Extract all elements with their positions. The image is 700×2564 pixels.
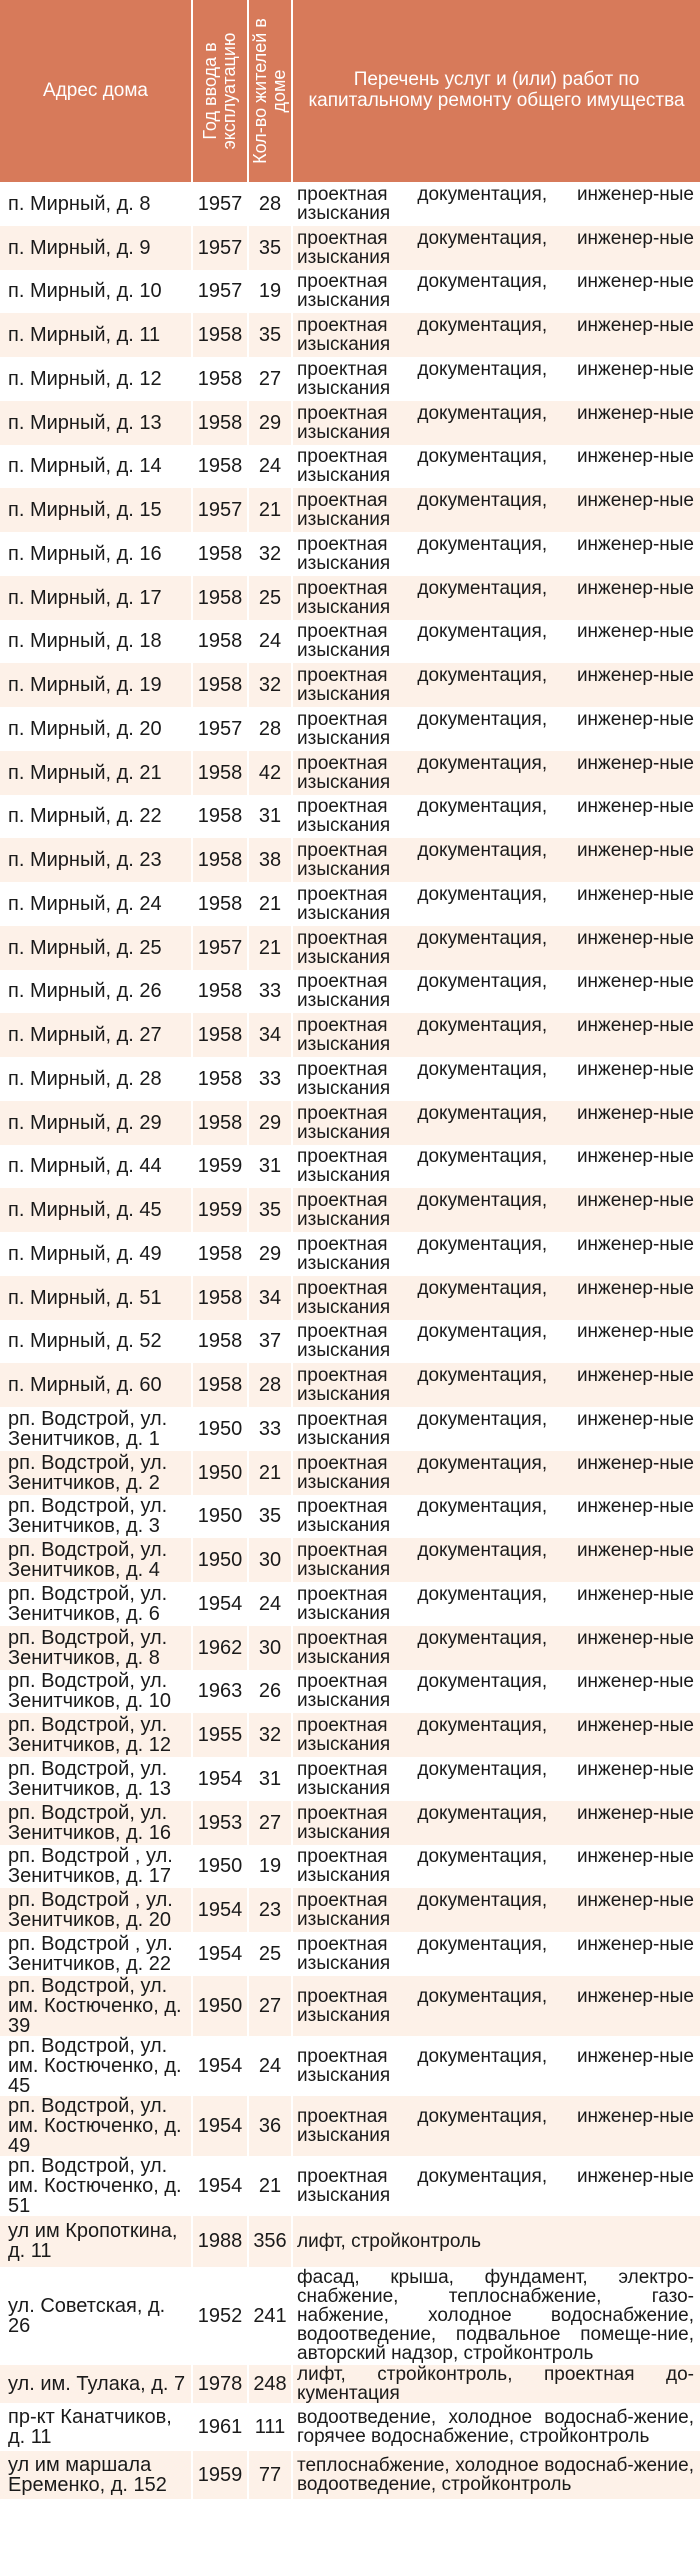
address-cell: п. Мирный, д. 9 [0, 226, 192, 270]
works-cell: проектная документация, инженер-ные изыскания [297, 1146, 694, 1187]
table-row [0, 2096, 700, 2156]
address-cell: рп. Водстрой , ул. Зенитчиков, д. 22 [0, 1932, 192, 1976]
works-cell: проектная документация, инженер-ные изыскания [292, 1188, 700, 1232]
year-cell: 1961 [192, 2403, 248, 2451]
year-cell: 1958 [192, 401, 248, 445]
residents-cell: 38 [248, 838, 292, 882]
year-cell: 1950 [192, 1495, 248, 1539]
residents-cell: 241 [248, 2267, 292, 2365]
address-cell: рп. Водстрой , ул. Зенитчиков, д. 17 [0, 1845, 192, 1889]
address-cell: рп. Водстрой , ул. Зенитчиков, д. 20 [0, 1888, 192, 1932]
address-cell: пр-кт Канатчиков, д. 11 [0, 2403, 192, 2451]
residents-cell: 35 [248, 226, 292, 270]
year-cell: 1958 [192, 1013, 248, 1057]
year-cell: 1959 [192, 1188, 248, 1232]
year-cell: 1959 [192, 2451, 248, 2499]
year-cell: 1957 [192, 488, 248, 532]
residents-cell: 21 [248, 882, 292, 926]
residents-cell: 31 [248, 1757, 292, 1801]
table-row [0, 970, 700, 1014]
works-cell: проектная документация, инженер-ные изыскания [297, 1058, 694, 1099]
address-cell: рп. Водстрой, ул. им. Костюченко, д. 45 [0, 2036, 192, 2096]
works-cell: проектная документация, инженер-ные изыскания [292, 1713, 700, 1757]
year-cell: 1958 [192, 751, 248, 795]
year-cell: 1954 [192, 2096, 248, 2156]
table-row [0, 2451, 700, 2499]
address-cell: п. Мирный, д. 28 [0, 1057, 192, 1101]
works-cell: проектная документация, инженер-ные изыскания [297, 1321, 694, 1362]
table-row [0, 2403, 700, 2451]
year-cell: 1988 [192, 2216, 248, 2267]
address-cell: п. Мирный, д. 29 [0, 1101, 192, 1145]
table-row [0, 401, 700, 445]
year-cell: 1950 [192, 1407, 248, 1451]
table-row [0, 313, 700, 357]
year-cell: 1950 [192, 1845, 248, 1889]
works-cell: проектная документация, инженер-ные изыскания [297, 1233, 694, 1274]
works-cell: проектная документация, инженер-ные изыскания [292, 1801, 700, 1845]
residents-cell: 24 [248, 620, 292, 664]
address-cell: рп. Водстрой, ул. Зенитчиков, д. 6 [0, 1582, 192, 1626]
table-row [0, 1845, 700, 1889]
works-cell: проектная документация, инженер-ные изыскания [292, 751, 700, 795]
address-cell: п. Мирный, д. 51 [0, 1276, 192, 1320]
table-row [0, 1626, 700, 1670]
table-row [0, 751, 700, 795]
works-cell: проектная документация, инженер-ные изыскания [292, 1538, 700, 1582]
address-cell: рп. Водстрой, ул. Зенитчиков, д. 8 [0, 1626, 192, 1670]
table-row [0, 1976, 700, 2036]
residents-cell: 31 [248, 795, 292, 839]
address-cell: рп. Водстрой, ул. им. Костюченко, д. 51 [0, 2156, 192, 2216]
table-row [0, 1145, 700, 1189]
residents-cell: 36 [248, 2096, 292, 2156]
address-cell: п. Мирный, д. 52 [0, 1320, 192, 1364]
year-cell: 1950 [192, 1538, 248, 1582]
table-body [0, 182, 700, 2499]
table-row [0, 532, 700, 576]
works-cell: проектная документация, инженер-ные изыскания [297, 1583, 694, 1624]
header-residents-cell [248, 0, 292, 182]
year-cell: 1963 [192, 1670, 248, 1714]
address-cell: п. Мирный, д. 18 [0, 620, 192, 664]
works-cell: проектная документация, инженер-ные изыскания [297, 796, 694, 837]
address-cell: п. Мирный, д. 11 [0, 313, 192, 357]
year-cell: 1958 [192, 620, 248, 664]
works-cell: проектная документация, инженер-ные изыскания [292, 1976, 700, 2036]
works-cell: проектная документация, инженер-ные изыскания [297, 446, 694, 487]
residents-cell: 29 [248, 401, 292, 445]
works-cell: проектная документация, инженер-ные изыскания [292, 226, 700, 270]
residents-cell: 28 [248, 1363, 292, 1407]
year-cell: 1954 [192, 2156, 248, 2216]
year-cell: 1954 [192, 1888, 248, 1932]
residents-cell: 26 [248, 1670, 292, 1714]
table-row [0, 1232, 700, 1276]
year-cell: 1958 [192, 1276, 248, 1320]
works-cell: проектная документация, инженер-ные изыскания [297, 883, 694, 924]
works-cell: проектная документация, инженер-ные изыскания [297, 533, 694, 574]
works-cell: проектная документация, инженер-ные изыскания [292, 1101, 700, 1145]
table-row [0, 795, 700, 839]
year-cell: 1952 [192, 2267, 248, 2365]
works-cell: проектная документация, инженер-ные изыскания [292, 1013, 700, 1057]
address-cell: рп. Водстрой, ул. Зенитчиков, д. 3 [0, 1495, 192, 1539]
table-row [0, 1582, 700, 1626]
year-cell: 1959 [192, 1145, 248, 1189]
residents-cell: 21 [248, 926, 292, 970]
year-cell: 1962 [192, 1626, 248, 1670]
table-row [0, 1888, 700, 1932]
table-row [0, 1276, 700, 1320]
works-cell: проектная документация, инженер-ные изыскания [297, 1496, 694, 1537]
works-cell: проектная документация, инженер-ные изыскания [292, 1626, 700, 1670]
year-cell: 1957 [192, 926, 248, 970]
year-cell: 1958 [192, 1057, 248, 1101]
address-cell: рп. Водстрой, ул. Зенитчиков, д. 12 [0, 1713, 192, 1757]
residents-cell: 27 [248, 357, 292, 401]
address-cell: п. Мирный, д. 17 [0, 576, 192, 620]
table-row [0, 488, 700, 532]
address-cell: рп. Водстрой, ул. им. Костюченко, д. 49 [0, 2096, 192, 2156]
address-cell: п. Мирный, д. 16 [0, 532, 192, 576]
works-cell: проектная документация, инженер-ные изыскания [292, 1888, 700, 1932]
table-row [0, 1713, 700, 1757]
works-cell: проектная документация, инженер-ные изыскания [297, 708, 694, 749]
works-cell: лифт, стройконтроль [292, 2216, 700, 2267]
year-cell: 1958 [192, 357, 248, 401]
table-row [0, 270, 700, 314]
residents-cell: 30 [248, 1538, 292, 1582]
address-cell: п. Мирный, д. 26 [0, 970, 192, 1014]
works-cell: водоотведение, холодное водоснаб-жение, горячее водоснабжение, стройконтроль [297, 2406, 694, 2447]
table-row [0, 445, 700, 489]
address-cell: рп. Водстрой, ул. Зенитчиков, д. 1 [0, 1407, 192, 1451]
residents-cell: 23 [248, 1888, 292, 1932]
table-row [0, 882, 700, 926]
residents-cell: 33 [248, 1407, 292, 1451]
header-year-cell [192, 0, 248, 182]
works-cell: проектная документация, инженер-ные изыскания [297, 971, 694, 1012]
address-cell: рп. Водстрой, ул. им. Костюченко, д. 39 [0, 1976, 192, 2036]
table-row [0, 1801, 700, 1845]
residents-cell: 34 [248, 1276, 292, 1320]
works-cell: проектная документация, инженер-ные изыскания [297, 1846, 694, 1887]
address-cell: п. Мирный, д. 45 [0, 1188, 192, 1232]
year-cell: 1950 [192, 1976, 248, 2036]
table-row [0, 926, 700, 970]
address-cell: п. Мирный, д. 24 [0, 882, 192, 926]
residents-cell: 29 [248, 1101, 292, 1145]
works-cell: проектная документация, инженер-ные изыскания [297, 1758, 694, 1799]
residents-cell: 34 [248, 1013, 292, 1057]
works-cell: проектная документация, инженер-ные изыскания [292, 576, 700, 620]
works-cell: проектная документация, инженер-ные изыскания [297, 1933, 694, 1974]
residents-cell: 21 [248, 1451, 292, 1495]
residents-cell: 25 [248, 576, 292, 620]
residents-cell: 37 [248, 1320, 292, 1364]
residents-cell: 28 [248, 182, 292, 226]
residents-cell: 25 [248, 1932, 292, 1976]
residents-cell: 30 [248, 1626, 292, 1670]
works-cell: проектная документация, инженер-ные изыскания [297, 358, 694, 399]
table-row [0, 2036, 700, 2096]
table-row [0, 1407, 700, 1451]
year-cell: 1958 [192, 795, 248, 839]
table-row [0, 1451, 700, 1495]
address-cell: ул. им. Тулака, д. 7 [0, 2365, 192, 2403]
works-cell: проектная документация, инженер-ные изыскания [297, 183, 694, 224]
address-cell: ул им маршала Еременко, д. 152 [0, 2451, 192, 2499]
address-cell: ул. Советская, д. 26 [0, 2267, 192, 2365]
residents-cell: 356 [248, 2216, 292, 2267]
year-cell: 1958 [192, 838, 248, 882]
header-year: Год ввода в эксплуатацию [200, 32, 239, 150]
year-cell: 1957 [192, 226, 248, 270]
residents-cell: 32 [248, 532, 292, 576]
works-cell: проектная документация, инженер-ные изыскания [292, 2096, 700, 2156]
residents-cell: 19 [248, 270, 292, 314]
works-cell: проектная документация, инженер-ные изыскания [297, 2165, 694, 2206]
works-cell: проектная документация, инженер-ные изыскания [292, 1451, 700, 1495]
address-cell: п. Мирный, д. 12 [0, 357, 192, 401]
table-row [0, 1757, 700, 1801]
year-cell: 1958 [192, 970, 248, 1014]
address-cell: рп. Водстрой, ул. Зенитчиков, д. 4 [0, 1538, 192, 1582]
year-cell: 1954 [192, 1932, 248, 1976]
address-cell: ул им Кропоткина, д. 11 [0, 2216, 192, 2267]
residents-cell: 35 [248, 313, 292, 357]
table-row [0, 2156, 700, 2216]
works-cell: проектная документация, инженер-ные изыскания [297, 621, 694, 662]
works-cell: проектная документация, инженер-ные изыскания [292, 488, 700, 532]
address-cell: п. Мирный, д. 27 [0, 1013, 192, 1057]
year-cell: 1978 [192, 2365, 248, 2403]
table-row [0, 1538, 700, 1582]
address-cell: п. Мирный, д. 44 [0, 1145, 192, 1189]
table-row [0, 1057, 700, 1101]
year-cell: 1954 [192, 1757, 248, 1801]
table-row [0, 576, 700, 620]
year-cell: 1958 [192, 313, 248, 357]
table-row [0, 182, 700, 226]
residents-cell: 24 [248, 445, 292, 489]
year-cell: 1958 [192, 1363, 248, 1407]
works-cell: проектная документация, инженер-ные изыскания [292, 663, 700, 707]
year-cell: 1958 [192, 445, 248, 489]
table-row [0, 2216, 700, 2267]
residents-cell: 21 [248, 2156, 292, 2216]
address-cell: п. Мирный, д. 49 [0, 1232, 192, 1276]
year-cell: 1954 [192, 2036, 248, 2096]
table-row [0, 1495, 700, 1539]
year-cell: 1958 [192, 1320, 248, 1364]
address-cell: п. Мирный, д. 21 [0, 751, 192, 795]
year-cell: 1958 [192, 663, 248, 707]
header-address: Адрес дома [0, 0, 192, 182]
residents-cell: 27 [248, 1976, 292, 2036]
year-cell: 1958 [192, 576, 248, 620]
residents-cell: 35 [248, 1188, 292, 1232]
residents-cell: 21 [248, 488, 292, 532]
residents-cell: 24 [248, 2036, 292, 2096]
works-cell: проектная документация, инженер-ные изыскания [297, 2045, 694, 2086]
table-row [0, 620, 700, 664]
table-row [0, 1932, 700, 1976]
residents-cell: 33 [248, 1057, 292, 1101]
header-row [0, 0, 700, 182]
address-cell: п. Мирный, д. 22 [0, 795, 192, 839]
address-cell: п. Мирный, д. 20 [0, 707, 192, 751]
works-cell: проектная документация, инженер-ные изыскания [292, 313, 700, 357]
header-residents: Кол-во жителей в доме [250, 18, 289, 164]
works-cell: проектная документация, инженер-ные изыскания [292, 1363, 700, 1407]
residents-cell: 27 [248, 1801, 292, 1845]
address-cell: рп. Водстрой, ул. Зенитчиков, д. 2 [0, 1451, 192, 1495]
residents-cell: 77 [248, 2451, 292, 2499]
residents-cell: 19 [248, 1845, 292, 1889]
address-cell: рп. Водстрой, ул. Зенитчиков, д. 10 [0, 1670, 192, 1714]
address-cell: п. Мирный, д. 10 [0, 270, 192, 314]
works-cell: проектная документация, инженер-ные изыскания [297, 271, 694, 312]
works-cell: проектная документация, инженер-ные изыскания [292, 926, 700, 970]
works-cell: проектная документация, инженер-ные изыскания [292, 401, 700, 445]
residents-cell: 33 [248, 970, 292, 1014]
year-cell: 1958 [192, 532, 248, 576]
year-cell: 1953 [192, 1801, 248, 1845]
table-header [0, 0, 700, 182]
table-row [0, 2267, 700, 2365]
table-row [0, 1101, 700, 1145]
address-cell: рп. Водстрой, ул. Зенитчиков, д. 16 [0, 1801, 192, 1845]
address-cell: п. Мирный, д. 19 [0, 663, 192, 707]
table-row [0, 707, 700, 751]
header-works: Перечень услуг и (или) работ по капитальному ремонту общего имущества [292, 0, 700, 182]
residents-cell: 28 [248, 707, 292, 751]
year-cell: 1958 [192, 882, 248, 926]
year-cell: 1958 [192, 1101, 248, 1145]
table-row [0, 226, 700, 270]
works-cell: фасад, крыша, фундамент, электро-снабжение, теплоснабжение, газо-набжение, холодное водоснабжение, водоотведение, подвальное помеще-ние, авторский надзор, стройконтроль [297, 2267, 694, 2365]
residents-cell: 29 [248, 1232, 292, 1276]
address-cell: п. Мирный, д. 14 [0, 445, 192, 489]
residents-cell: 111 [248, 2403, 292, 2451]
year-cell: 1957 [192, 270, 248, 314]
table-row [0, 2365, 700, 2403]
works-cell: проектная документация, инженер-ные изыскания [292, 1276, 700, 1320]
year-cell: 1954 [192, 1582, 248, 1626]
table-row [0, 1363, 700, 1407]
year-cell: 1950 [192, 1451, 248, 1495]
address-cell: рп. Водстрой, ул. Зенитчиков, д. 13 [0, 1757, 192, 1801]
address-cell: п. Мирный, д. 23 [0, 838, 192, 882]
table-row [0, 1188, 700, 1232]
works-cell: проектная документация, инженер-ные изыскания [297, 1671, 694, 1712]
works-cell: теплоснабжение, холодное водоснаб-жение, водоотведение, стройконтроль [292, 2451, 700, 2499]
residents-cell: 24 [248, 1582, 292, 1626]
works-cell: проектная документация, инженер-ные изыскания [292, 838, 700, 882]
table-row [0, 357, 700, 401]
address-cell: п. Мирный, д. 60 [0, 1363, 192, 1407]
year-cell: 1957 [192, 707, 248, 751]
residents-cell: 248 [248, 2365, 292, 2403]
table-row [0, 1670, 700, 1714]
table-row [0, 663, 700, 707]
address-cell: п. Мирный, д. 8 [0, 182, 192, 226]
residents-cell: 42 [248, 751, 292, 795]
residents-cell: 32 [248, 1713, 292, 1757]
residents-cell: 35 [248, 1495, 292, 1539]
address-cell: п. Мирный, д. 15 [0, 488, 192, 532]
year-cell: 1955 [192, 1713, 248, 1757]
works-cell: лифт, стройконтроль, проектная до-кументация [292, 2365, 700, 2403]
residents-cell: 32 [248, 663, 292, 707]
table-row [0, 1013, 700, 1057]
year-cell: 1957 [192, 182, 248, 226]
address-cell: п. Мирный, д. 13 [0, 401, 192, 445]
table-row [0, 838, 700, 882]
works-cell: проектная документация, инженер-ные изыскания [297, 1408, 694, 1449]
year-cell: 1958 [192, 1232, 248, 1276]
table-row [0, 1320, 700, 1364]
address-cell: п. Мирный, д. 25 [0, 926, 192, 970]
residents-cell: 31 [248, 1145, 292, 1189]
